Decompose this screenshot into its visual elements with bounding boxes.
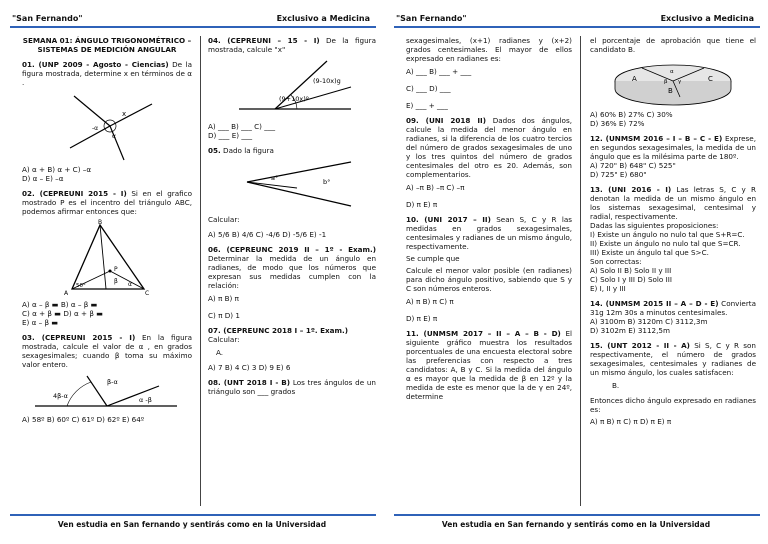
q9-text: Dados dos ángulos, calcule la medida del menor ángulo en radianes, si la diferencia de los cuatro tercios del número de grados sexagesimales de uno y los tres quintos del número de grados centesimales del otro es 20. Además, son complementarios. xyxy=(406,116,572,179)
q10-options-2: D) π E) π xyxy=(406,314,438,323)
q1-options-2: D) α – E) –α xyxy=(22,174,64,183)
q15-text: Si S, C y R son respectivamente, el número de grados sexagesimales, centesimales y radianes de un mismo ángulo, los cuales satisfacen: xyxy=(590,341,756,377)
q6-options-2: C) π D) 1 xyxy=(208,311,240,320)
q2-label-b: B xyxy=(98,219,103,226)
header-school-right: "San Fernando" xyxy=(396,14,467,23)
footer-text-right: Ven estudia en San fernando y sentirás como en la Universidad xyxy=(441,520,711,529)
header-rule xyxy=(10,26,376,28)
q6-text: Determinar la medida de un ángulo en radianes, de modo que los números que expresan sus medidas cumplen con la relación: xyxy=(208,254,376,290)
q13-sub: Dadas las siguientes proposiciones: xyxy=(590,221,719,230)
q11-options-2: D) 36% E) 72% xyxy=(590,119,645,128)
pie-label-beta: β xyxy=(664,79,668,85)
q3-label-1: 4β-α xyxy=(53,392,68,400)
question-11-continued xyxy=(590,36,756,128)
q2-options-1: A) α – β ▬ B) α – β ▬ xyxy=(22,300,98,309)
q8-options-2: C) ___ D) ___ xyxy=(406,84,451,93)
q2-label-50: 50° xyxy=(76,283,86,289)
q11-pie-figure xyxy=(608,57,738,107)
q13-prop-2: II) Existe un ángulo no nulo tal que S=CR. xyxy=(590,239,741,248)
right-column-1 xyxy=(406,36,572,506)
q6-options-1: A) π B) π xyxy=(208,294,239,303)
question-01 xyxy=(22,60,192,183)
q10-options-1: A) π B) π C) π xyxy=(406,297,454,306)
q7-text: Calcular: xyxy=(208,335,240,344)
q10-text-2: Calcule el menor valor posible (en radianes) para dicho ángulo positivo, sabiendo que S y C son números enteros. xyxy=(406,266,572,293)
q10-condition: Se cumple que xyxy=(406,254,460,263)
question-09 xyxy=(406,116,572,209)
q12-head: 12. (UNMSM 2016 – I – B – C - E) xyxy=(590,134,723,143)
right-column-2 xyxy=(590,36,756,506)
q14-text: Convierta 31g 12m 30s a minutos centesimales. xyxy=(590,299,756,317)
question-03 xyxy=(22,333,192,424)
q1-label-neg-alpha: -α xyxy=(92,125,99,132)
q12-options-2: D) 725" E) 680" xyxy=(590,170,647,179)
q2-options-3: E) α – β ▬ xyxy=(22,318,59,327)
question-15 xyxy=(590,341,756,426)
header-school: "San Fernando" xyxy=(12,14,83,23)
q3-options: A) 58º B) 60º C) 61º D) 62º E) 64º xyxy=(22,415,145,424)
question-13 xyxy=(590,185,756,293)
q7-expression: A. xyxy=(216,348,224,357)
q5-label-a: a° xyxy=(271,174,279,182)
question-14 xyxy=(590,299,756,335)
q2-text: Si en el grafico mostrado P es el incentro del triángulo ABC, podemos afirmar entonces que: xyxy=(22,189,192,216)
q1-label-x: x xyxy=(122,110,127,118)
q4-options-1: A) ___ B) ___ C) ___ xyxy=(208,122,276,131)
q1-label-alpha: α xyxy=(112,133,116,140)
q8-cont-text: sexagesimales, (x+1) radianes y (x+2) grados centesimales. El mayor de ellos expresado en radianes es: xyxy=(406,36,572,63)
q1-figure xyxy=(52,90,162,162)
q10-head: 10. (UNI 2017 – II) xyxy=(406,215,491,224)
question-11 xyxy=(406,329,572,401)
question-06 xyxy=(208,245,376,320)
q13-prop-1: I) Existe un ángulo no nulo tal que S+R=C. xyxy=(590,230,745,239)
q1-head: 01. (UNP 2009 - Agosto - Ciencias) xyxy=(22,60,169,69)
page-footer xyxy=(0,520,384,529)
q13-head: 13. (UNI 2016 - I) xyxy=(590,185,672,194)
q3-label-3: α -β xyxy=(139,396,152,404)
q2-options-2: C) α + β ▬ D) α + β ▬ xyxy=(22,309,103,318)
q11-options-1: A) 60% B) 27% C) 30% xyxy=(590,110,673,119)
q4-head: 04. (CEPREUNI – 15 - I) xyxy=(208,36,320,45)
q1-text: De la figura mostrada, determine x en términos de α . xyxy=(22,60,192,87)
question-08 xyxy=(208,378,376,396)
q12-options-1: A) 720" B) 648" C) 525" xyxy=(590,161,676,170)
page-header xyxy=(0,14,384,30)
page-header-right xyxy=(384,14,768,30)
q8-text: Los tres ángulos de un triángulo son ___ grados xyxy=(208,378,376,396)
q12-text: Exprese, en segundos sexagesimales, la medida de un ángulo que es la milésima parte de 180º. xyxy=(590,134,756,161)
q13-prop-3: III) Existe un ángulo tal que S>C. xyxy=(590,248,709,257)
page-footer-right xyxy=(384,520,768,529)
q7-head: 07. (CEPREUNC 2018 I – 1º. Exam.) xyxy=(208,326,349,335)
footer-rule xyxy=(10,514,376,516)
q3-label-2: β-α xyxy=(107,378,118,386)
q4-figure xyxy=(227,57,357,119)
question-08-continued xyxy=(406,36,572,110)
q2-label-a: A xyxy=(64,290,69,297)
q4-label-2: (9-10x)g xyxy=(313,77,341,85)
pie-label-gamma: γ xyxy=(678,79,682,85)
q2-triangle-figure xyxy=(62,219,152,297)
q2-label-c: C xyxy=(145,290,150,297)
header-course-right: Exclusivo a Medicina xyxy=(660,14,754,23)
q3-head: 03. (CEPREUNI 2015 - I) xyxy=(22,333,136,342)
q14-options-1: A) 3100m B) 3120m C) 3112,3m xyxy=(590,317,708,326)
q8-options-3: E) ___ + ___ xyxy=(406,101,448,110)
q2-label-beta: β xyxy=(114,278,118,285)
q13-options-2: C) Solo I y III D) Solo III xyxy=(590,275,672,284)
pie-label-a: A xyxy=(632,75,637,83)
q13-correct: Son correctas: xyxy=(590,257,642,266)
q9-options-2: D) π E) π xyxy=(406,200,438,209)
q3-figure xyxy=(27,372,187,412)
q15-text-2: Entonces dicho ángulo expresado en radianes es: xyxy=(590,396,756,414)
column-divider-right xyxy=(580,36,581,506)
pie-label-c: C xyxy=(708,75,713,83)
right-page xyxy=(384,0,768,544)
q11-cont-text: el porcentaje de aprobación que tiene el candidato B. xyxy=(590,36,756,54)
q2-label-p: P xyxy=(114,266,118,273)
q15-options: A) π B) π C) π D) π E) π xyxy=(590,417,672,426)
q8-options-1: A) ___ B) ___ + ___ xyxy=(406,67,472,76)
pie-label-b: B xyxy=(668,87,673,95)
q13-options-3: E) I, II y III xyxy=(590,284,626,293)
question-10 xyxy=(406,215,572,323)
q13-text: Las letras S, C y R denotan la medida de un mismo ángulo en los sistemas sexagesimal, centesimal y radial, respectivamente. xyxy=(590,185,756,221)
footer-text: Ven estudia en San fernando y sentirás como en la Universidad xyxy=(57,520,327,529)
q4-label-1: (9+10x)º xyxy=(279,95,309,103)
week-title: SEMANA 01: ÁNGULO TRIGONOMÉTRICO – SISTEMAS DE MEDICIÓN ANGULAR xyxy=(22,36,192,54)
q4-options-2: D) ___ E) ___ xyxy=(208,131,253,140)
question-04 xyxy=(208,36,376,140)
left-column-1 xyxy=(22,36,192,506)
pie-label-alpha: α xyxy=(670,69,674,75)
question-05 xyxy=(208,146,376,239)
q3-text: En la figura mostrada, calcule el valor de α , en grados sexagesimales; cuando β toma su máximo valor entero. xyxy=(22,333,192,369)
q15-head: 15. (UNT 2012 - II - A) xyxy=(590,341,690,350)
q9-options-1: A) –π B) –π C) –π xyxy=(406,183,465,192)
footer-rule-right xyxy=(394,514,760,516)
q8-head: 08. (UNT 2018 I - B) xyxy=(208,378,291,387)
q5-calc: Calcular: xyxy=(208,215,240,224)
q13-options-1: A) Solo II B) Solo II y III xyxy=(590,266,672,275)
q2-label-alpha: α xyxy=(128,281,132,288)
q5-text: Dado la figura xyxy=(223,146,274,155)
q15-equation: B. xyxy=(612,381,620,390)
q5-head: 05. xyxy=(208,146,221,155)
left-column-2 xyxy=(208,36,376,506)
header-rule-right xyxy=(394,26,760,28)
q10-text: Sean S, C y R las medidas en grados sexagesimales, centesimales y radianes de un mismo ángulo, respectivamente. xyxy=(406,215,572,251)
q14-head: 14. (UNMSM 2015 II – A – D - E) xyxy=(590,299,719,308)
q11-head: 11. (UNMSM 2017 – II – A – B - D) xyxy=(406,329,561,338)
q5-options: A) 5/6 B) 4/6 C) -4/6 D) -5/6 E) -1 xyxy=(208,230,327,239)
q7-options: A) 7 B) 4 C) 3 D) 9 E) 6 xyxy=(208,363,291,372)
q5-label-b: b° xyxy=(323,178,331,186)
q1-options-1: A) α + B) α + C) –α xyxy=(22,165,92,174)
q14-options-2: D) 3102m E) 3112,5m xyxy=(590,326,670,335)
q11-text: El siguiente gráfico muestra los resultados porcentuales de una encuesta electoral sobre las preferencias con respecto a tres candidatos: A, B y C. Si la medida del ángulo α es mayor que la medida de β en 12º y la medida de este es menor que la de γ en 24º, determine xyxy=(406,329,572,401)
q2-head: 02. (CEPREUNI 2015 - I) xyxy=(22,189,127,198)
q5-figure xyxy=(227,158,357,212)
header-course: Exclusivo a Medicina xyxy=(276,14,370,23)
q6-head: 06. (CEPREUNC 2019 II – 1º - Exam.) xyxy=(208,245,376,254)
q9-head: 09. (UNI 2018 II) xyxy=(406,116,486,125)
column-divider xyxy=(200,36,201,506)
question-02 xyxy=(22,189,192,327)
q4-text: De la figura mostrada, calcule "x" xyxy=(208,36,376,54)
question-07 xyxy=(208,326,376,372)
question-12 xyxy=(590,134,756,179)
